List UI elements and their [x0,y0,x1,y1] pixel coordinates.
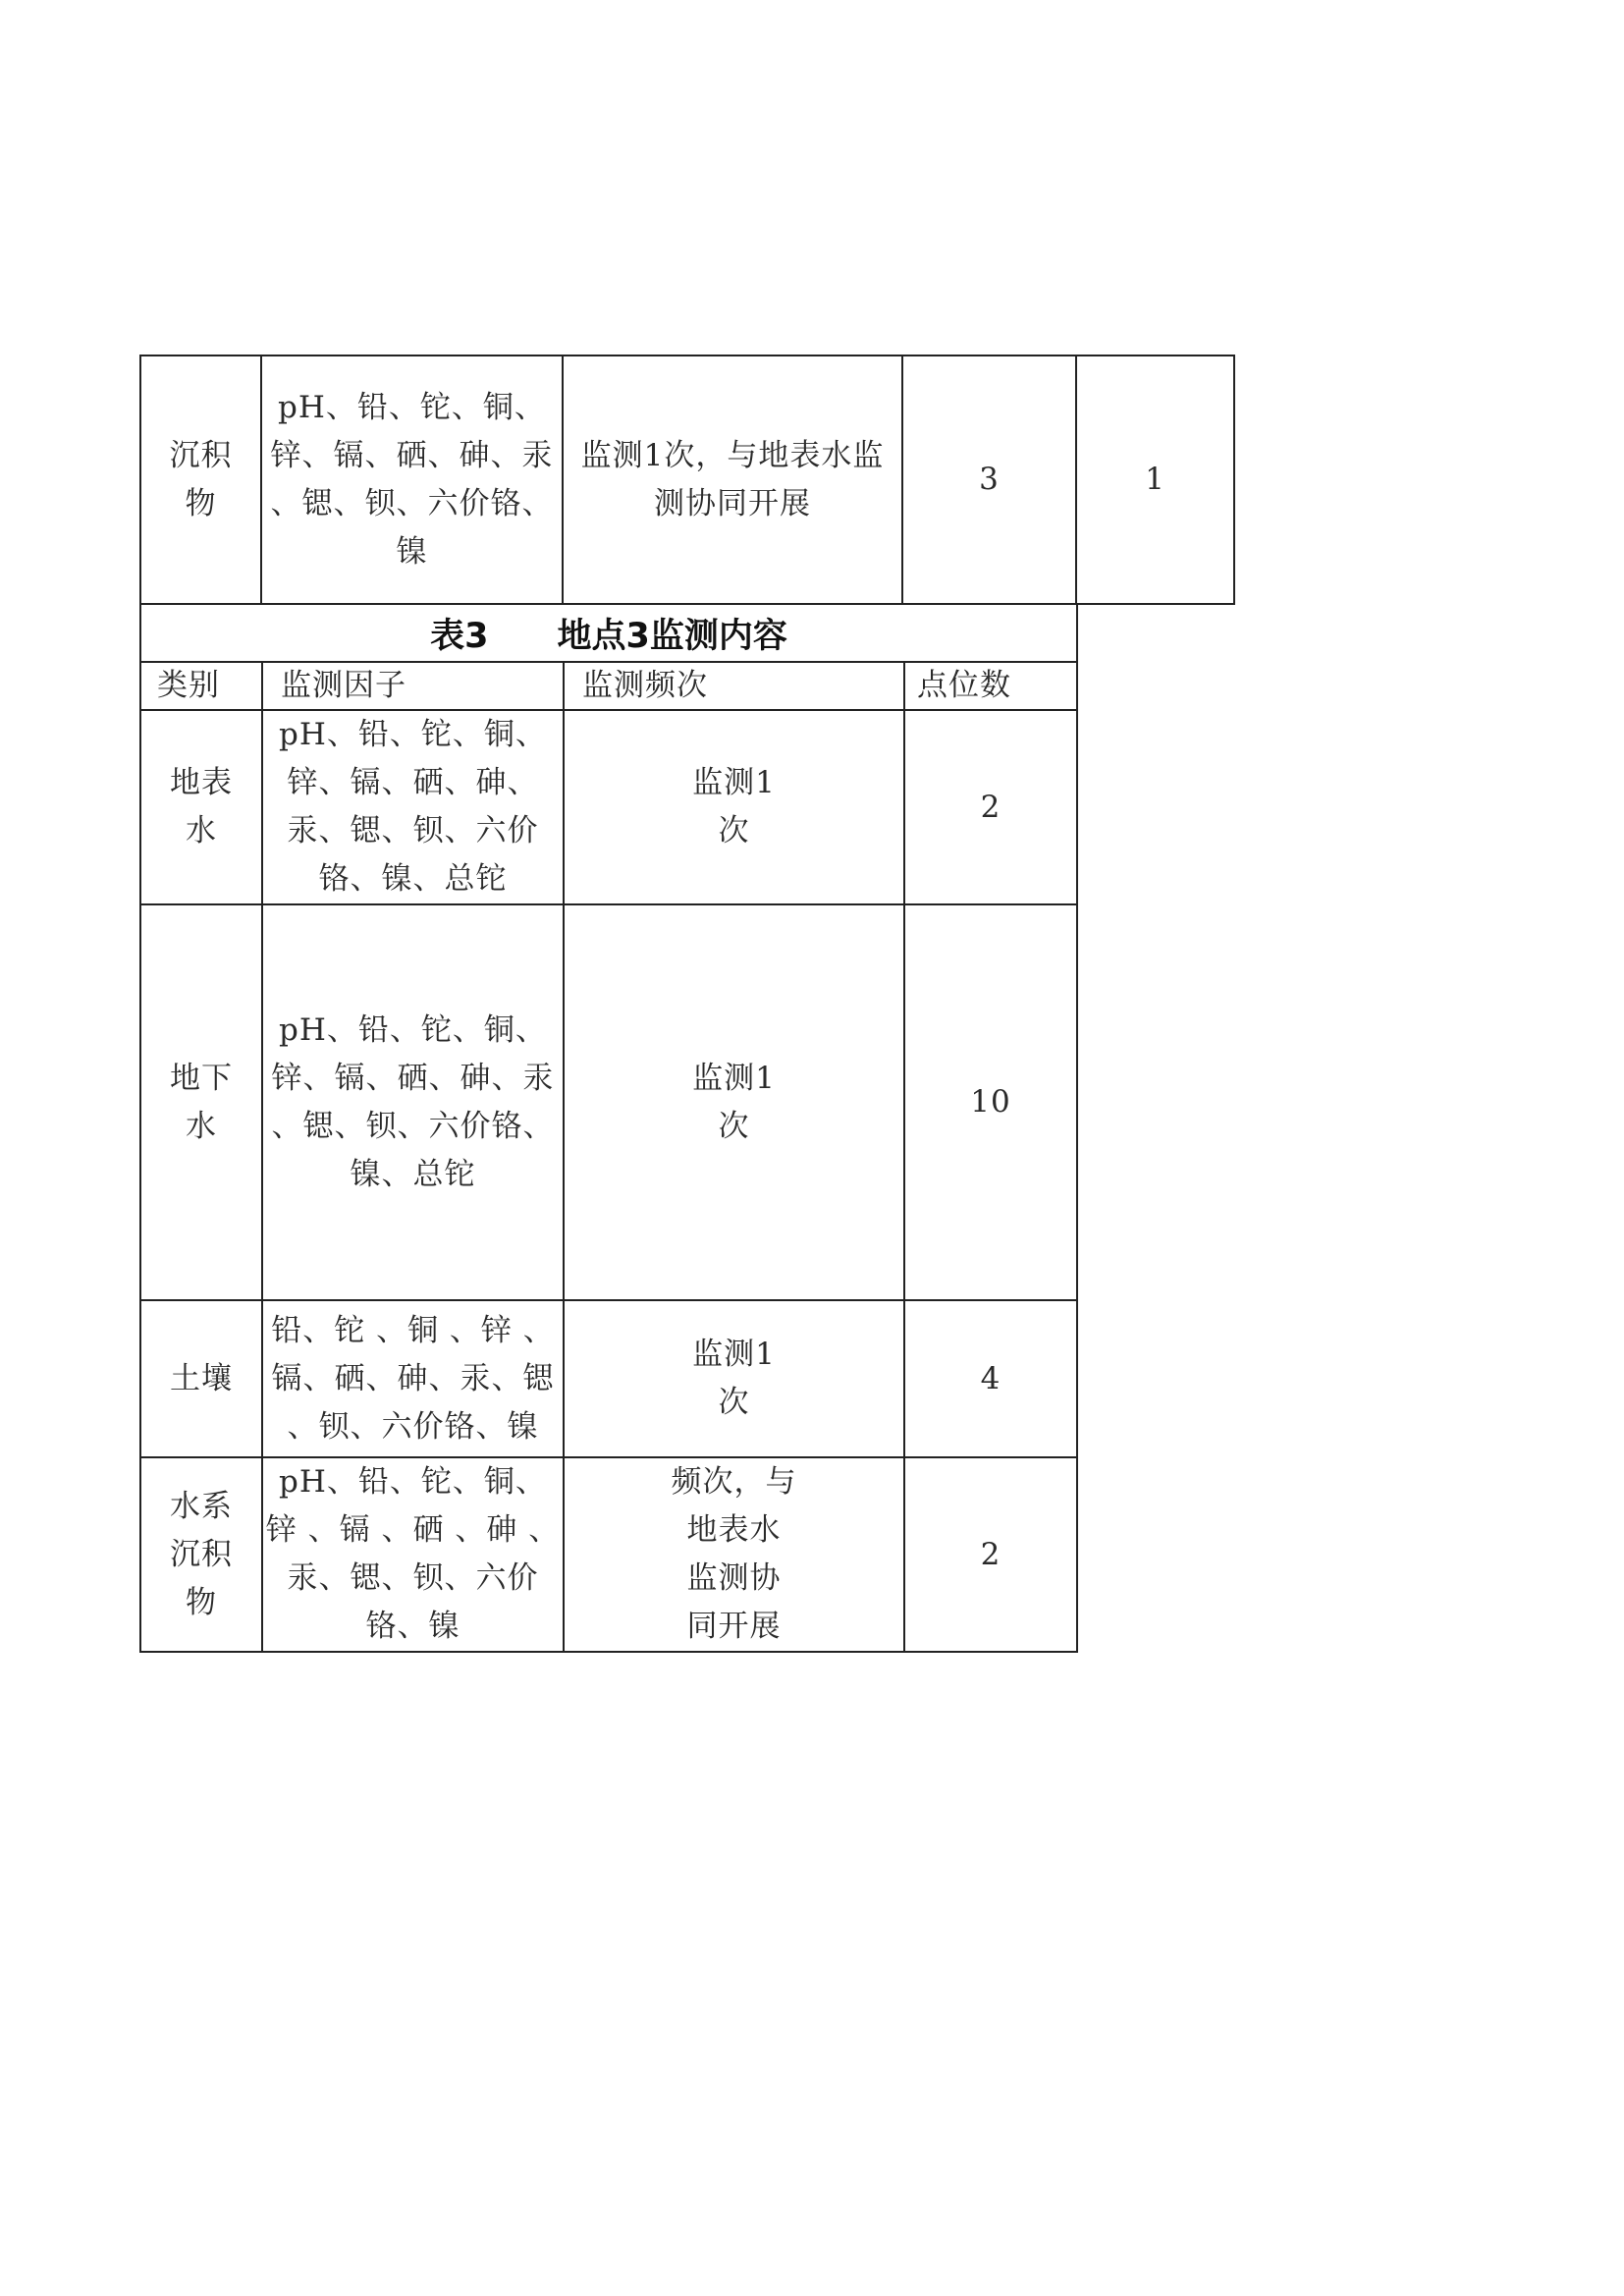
cell-text-line: 沉积 [169,437,233,473]
cell-text-line: 、锶、钡、六价铬、 [271,1108,555,1144]
cell-text-line: 同开展 [686,1609,782,1644]
cell-text-line: 监测1 [692,765,776,800]
row3-frequency-cell [565,1301,903,1456]
cell-text-line: 次 [718,813,750,848]
cell-text-line: 次 [718,1108,750,1144]
top-extra-value: 1 [1145,462,1165,497]
cell-text-line: 锌 、镉 、硒 、砷 、 [265,1512,561,1548]
cell-text-line: 镉、硒、砷、汞、锶 [271,1360,555,1396]
table3-border-bottom [139,1651,1078,1653]
table3-border-right [1076,603,1078,1653]
cell-text-line: 水 [186,813,217,848]
row1-frequency-cell [565,711,903,903]
cell-text-line: 、锶、钡、六价铬、 [270,485,554,521]
cell-text-line: 汞、锶、钡、六价 [287,813,539,848]
top-table-border-bottom [139,603,1235,605]
cell-text-line: 物 [185,485,217,521]
row4-category-cell [141,1458,261,1651]
header-factors: 监测因子 [281,668,406,703]
top-points-cell [903,356,1075,603]
cell-text-line: 铬、镍、总铊 [318,861,508,897]
table3-title-text: 地点3监测内容 [557,617,787,656]
row4-frequency-cell [565,1458,903,1651]
cell-text-line: pH、铅、铊、铜、 [279,1464,547,1500]
cell-text-line: pH、铅、铊、铜、 [279,717,547,752]
cell-text-line: 镍 [396,533,428,570]
cell-text-line: 锌、镉、硒、砷、汞 [270,437,554,473]
top-points-value: 3 [979,462,1000,497]
row2-frequency-cell [565,905,903,1299]
cell-text-line: 频次，与 [671,1464,797,1500]
row3-points-cell: 4 [980,1360,1001,1396]
cell-text-line: 物 [186,1584,217,1620]
top-factors-cell [262,356,562,603]
header-category: 类别 [157,668,220,703]
cell-text-line: 铬、镍 [365,1609,460,1644]
table3-title-label: 表3 [430,617,489,656]
row2-factors-cell [263,905,563,1299]
top-table-border-right [1233,355,1235,604]
cell-text-line: pH、铅、铊、铜、 [278,389,546,425]
header-points: 点位数 [917,668,1011,703]
cell-text-line: 沉积 [170,1536,233,1572]
cell-text-line: 监测1 [692,1060,776,1096]
row2-category-cell [141,905,261,1299]
cell-text-line: 次 [718,1385,750,1420]
cell-text-line: 锌、镉、硒、砷、汞 [271,1060,555,1096]
cell-text-line: 地表 [170,765,233,800]
cell-text-line: 汞、锶、钡、六价 [287,1560,539,1596]
top-extra-cell [1077,356,1233,603]
row1-factors-cell [263,711,563,903]
top-category-cell [141,356,260,603]
cell-text-line: 锌、镉、硒、砷、 [287,765,539,800]
cell-text-line: 镍、总铊 [350,1156,476,1192]
top-frequency-cell [564,356,901,603]
row2-points-cell: 10 [970,1084,1011,1120]
table3-title [141,606,1076,661]
cell-text-line: 监测1次，与地表水监 [580,437,885,473]
cell-text-line: 水 [186,1108,217,1144]
cell-text-line: 土壤 [170,1360,233,1396]
row4-factors-cell [263,1458,563,1651]
cell-text-line: 地表水 [686,1512,782,1548]
row3-category-cell [141,1301,261,1456]
cell-text-line: 、钡、六价铬、镍 [287,1408,539,1445]
cell-text-line: 地下 [170,1060,233,1096]
header-frequency: 监测频次 [582,668,708,703]
row1-category-cell [141,711,261,903]
cell-text-line: pH、铅、铊、铜、 [279,1011,547,1048]
row3-factors-cell [263,1301,563,1456]
cell-text-line: 测协同开展 [654,485,811,521]
cell-text-line: 监测协 [686,1560,782,1596]
row4-points-cell: 2 [980,1536,1001,1572]
row1-points-cell: 2 [980,789,1001,825]
cell-text-line: 铅、铊 、铜 、锌 、 [271,1312,555,1348]
cell-text-line: 监测1 [692,1337,776,1372]
cell-text-line: 水系 [170,1488,233,1524]
